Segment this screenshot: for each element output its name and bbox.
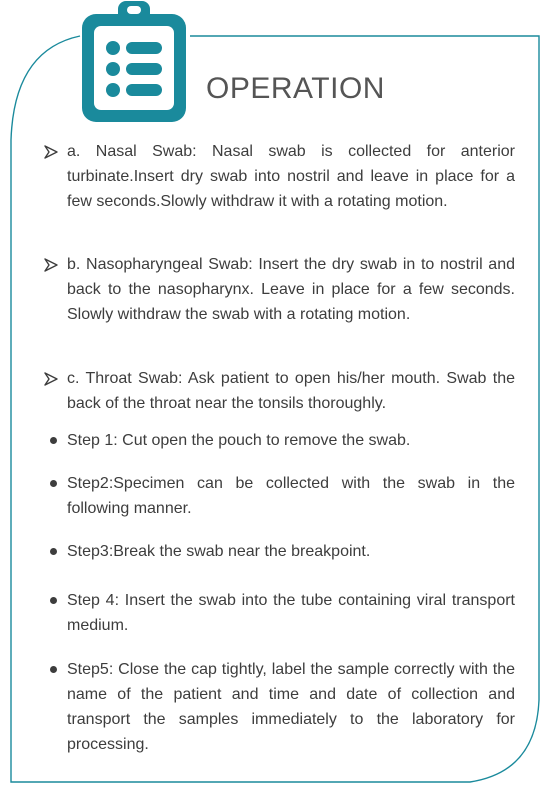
step-item: Step 4: Insert the swab into the tube containing viral transport medium. (67, 592, 515, 634)
bullet-dot-icon (50, 666, 57, 673)
bullet-dot-icon (50, 597, 57, 604)
step-item: Step5: Close the cap tightly, label the sample correctly with the name of the patient and time and date of collection and transport the samples immediately to the laboratory for processing. (67, 661, 515, 753)
arrow-bullet-icon (43, 257, 59, 273)
clipboard-list-icon (78, 0, 190, 126)
bullet-dot-icon (50, 548, 57, 555)
list-item: a. Nasal Swab: Nasal swab is collected for anterior turbinate.Insert dry swab into nostril and leave in place for a few seconds.Slowly withdraw it with a rotating motion. (67, 143, 515, 210)
bullet-dot-icon (50, 480, 57, 487)
arrow-bullet-icon (43, 371, 59, 387)
step-item: Step3:Break the swab near the breakpoint. (67, 543, 371, 560)
step-item: Step 1: Cut open the pouch to remove the swab. (67, 432, 411, 449)
page-title: OPERATION (206, 72, 385, 105)
list-item: c. Throat Swab: Ask patient to open his/her mouth. Swab the back of the throat near the tonsils thoroughly. (67, 370, 515, 412)
step-item: Step2:Specimen can be collected with the swab in the following manner. (67, 475, 515, 517)
bullet-dot-icon (50, 437, 57, 444)
arrow-bullet-icon (43, 144, 59, 160)
list-item: b. Nasopharyngeal Swab: Insert the dry swab in to nostril and back to the nasopharynx. Leave in place for a few seconds. Slowly withdraw the swab with a rotating motion. (67, 256, 515, 323)
